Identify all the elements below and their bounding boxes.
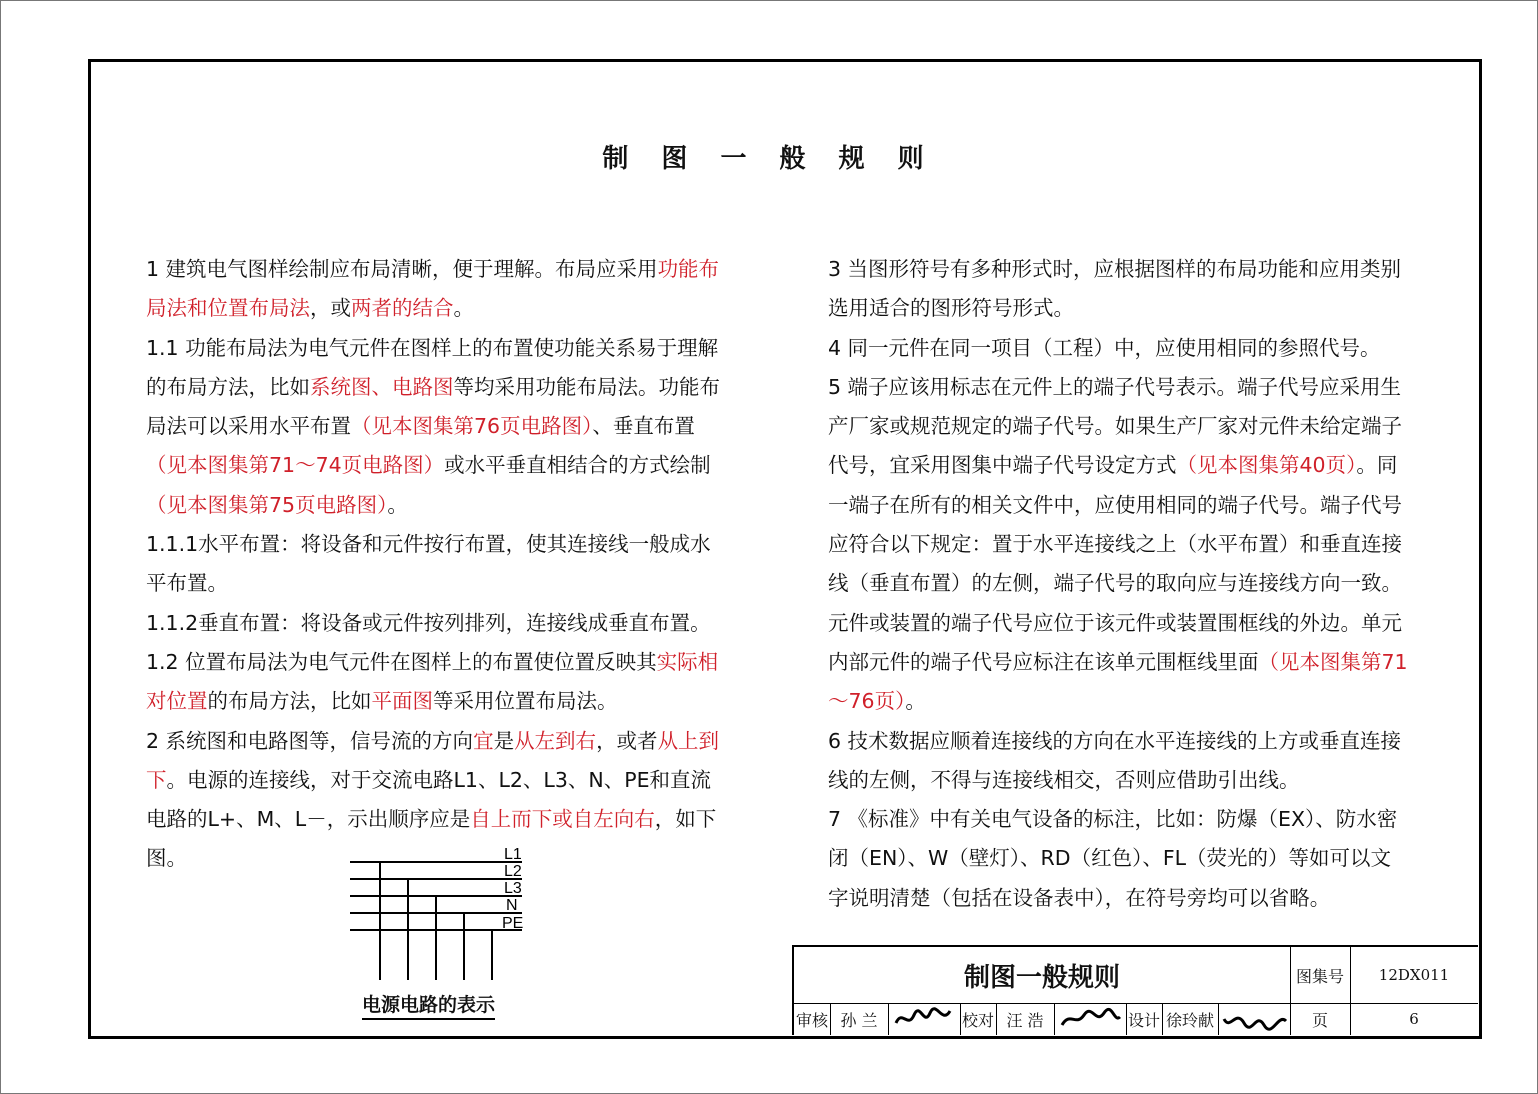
text-segment: 1.2 位置布局法为电气元件在图样上的布置使位置反映其 [146, 649, 657, 674]
paragraph [828, 722, 1408, 801]
paragraph [828, 800, 1408, 918]
drawing-title: 制图一般规则 [963, 962, 1120, 993]
text-segment: 7 《标准》中有关电气设备的标注，比如：防爆（EX）、防水密闭（EN）、W（壁灯）、RD（红色）、FL（荧光的）等如可以文字说明清楚（包括在设备表中），在符号旁均可以省略。 [828, 807, 1398, 910]
text-segment: 1 建筑电气图样绘制应布局清晰，便于理解。布局应采用 [146, 257, 658, 281]
text-segment: ，或 [310, 296, 351, 321]
text-segment: 。 [453, 296, 474, 321]
highlighted-text: 系统图、电路图 [310, 374, 454, 399]
line-label-l2: L2 [504, 863, 522, 880]
text-segment: ，或者 [596, 728, 658, 753]
highlighted-text: 功能布局法和位置布局法 [146, 257, 720, 321]
check-signature [1058, 1005, 1122, 1033]
design-name: 徐玲献 [1165, 1010, 1214, 1030]
text-segment: 的布局方法，比如 [207, 689, 372, 714]
text-segment: 或水平垂直相结合的方式绘制 [444, 453, 711, 478]
highlighted-text: 平面图 [371, 689, 433, 714]
text-segment: 。同一端子在所有的相关文件中，应使用相同的端子代号。端子代号应符合以下规定：置于水平连接线之上（水平布置）和垂直连接线（垂直布置）的左侧，端子代号的取向应与连接线方向一致。元件或装置的端子代号应位于该元件或装置围框线的外边。单元内部元件的端子代号应标注在该单元围框线里面 [828, 453, 1402, 674]
right-text-column [828, 250, 1408, 918]
text-segment: 3 当图形符号有多种形式时，应根据图样的布局功能和应用类别选用适合的图形符号形式。 [828, 257, 1402, 321]
diagram-caption: 电源电路的表示 [362, 990, 495, 1020]
review-label: 审核 [795, 1010, 828, 1030]
highlighted-text: 实际相对位置 [146, 649, 719, 714]
highlighted-text: 宜 [473, 728, 494, 753]
highlighted-text: 从左到右 [514, 728, 597, 753]
highlighted-text: （见本图集第75页电路图） [146, 492, 388, 517]
review-name: 孙 兰 [840, 1010, 878, 1030]
text-segment: 等采用位置布局法。 [433, 689, 618, 714]
paragraph [146, 329, 726, 525]
text-segment: 等均采用功能布局法。功能布局法可以采用水平布置 [146, 374, 720, 439]
design-signature [1220, 1005, 1288, 1033]
paragraph [146, 525, 726, 604]
line-label-l1: L1 [504, 846, 522, 863]
text-segment: 是 [493, 728, 515, 753]
text-segment: ，如下图。 [146, 807, 717, 871]
highlighted-text: 自上而下或自左向右 [470, 807, 655, 832]
line-label-n: N [506, 897, 518, 914]
text-segment: 2 系统图和电路图等，信号流的方向 [146, 728, 474, 753]
highlighted-text: （见本图集第40页） [1176, 453, 1357, 478]
text-segment: 4 同一元件在同一项目（工程）中，应使用相同的参照代号。 [828, 335, 1381, 360]
text-segment: 6 技术数据应顺着连接线的方向在水平连接线的上方或垂直连接线的左侧，不得与连接线相交，否则应借助引出线。 [828, 728, 1402, 792]
left-text-column [146, 250, 726, 879]
text-segment: 。电源的连接线，对于交流电路L1、L2、L3、N、PE和直流电路的L+、M、L－，示出顺序应是 [146, 767, 712, 832]
paragraph [146, 250, 726, 329]
highlighted-text: （见本图集第71～74页电路图） [146, 453, 445, 478]
page-label: 页 [1311, 1010, 1328, 1030]
title-block [792, 945, 1478, 1035]
page-title: 制 图 一 般 规 则 [602, 144, 936, 174]
line-label-pe: PE [502, 915, 524, 932]
text-segment: 1.1 功能布局法为电气元件在图样上的布置使功能关系易于理解的布局方法，比如 [146, 335, 719, 399]
highlighted-text: 两者的结合 [351, 296, 454, 321]
highlighted-text: （见本图集第71～76页） [828, 649, 1408, 714]
check-label: 校对 [961, 1010, 994, 1030]
text-segment: 。 [387, 492, 408, 517]
review-signature [892, 1005, 956, 1033]
paragraph [828, 329, 1408, 368]
atlas-label: 图集号 [1295, 966, 1344, 986]
highlighted-text: 从上到下 [146, 728, 720, 792]
line-label-l3: L3 [504, 880, 522, 897]
design-label: 设计 [1127, 1010, 1160, 1030]
check-name: 汪 浩 [1006, 1010, 1044, 1030]
atlas-number: 12DX011 [1378, 966, 1450, 984]
text-segment: 5 端子应该用标志在元件上的端子代号表示。端子代号应采用生产厂家或规范规定的端子代号。如果生产厂家对元件未给定端子代号，宜采用图集中端子代号设定方式 [828, 374, 1402, 478]
text-segment: 。 [905, 689, 926, 714]
page-number: 6 [1409, 1010, 1419, 1028]
highlighted-text: （见本图集第76页电路图） [351, 414, 593, 439]
text-segment: 1.1.2垂直布置：将设备或元件按列排列，连接线成垂直布置。 [146, 610, 711, 635]
text-segment: 1.1.1水平布置：将设备和元件按行布置，使其连接线一般成水平布置。 [146, 532, 711, 596]
paragraph [828, 368, 1408, 722]
paragraph [146, 604, 726, 643]
paragraph [828, 250, 1408, 329]
text-segment: 、垂直布置 [592, 414, 695, 439]
paragraph [146, 643, 726, 722]
